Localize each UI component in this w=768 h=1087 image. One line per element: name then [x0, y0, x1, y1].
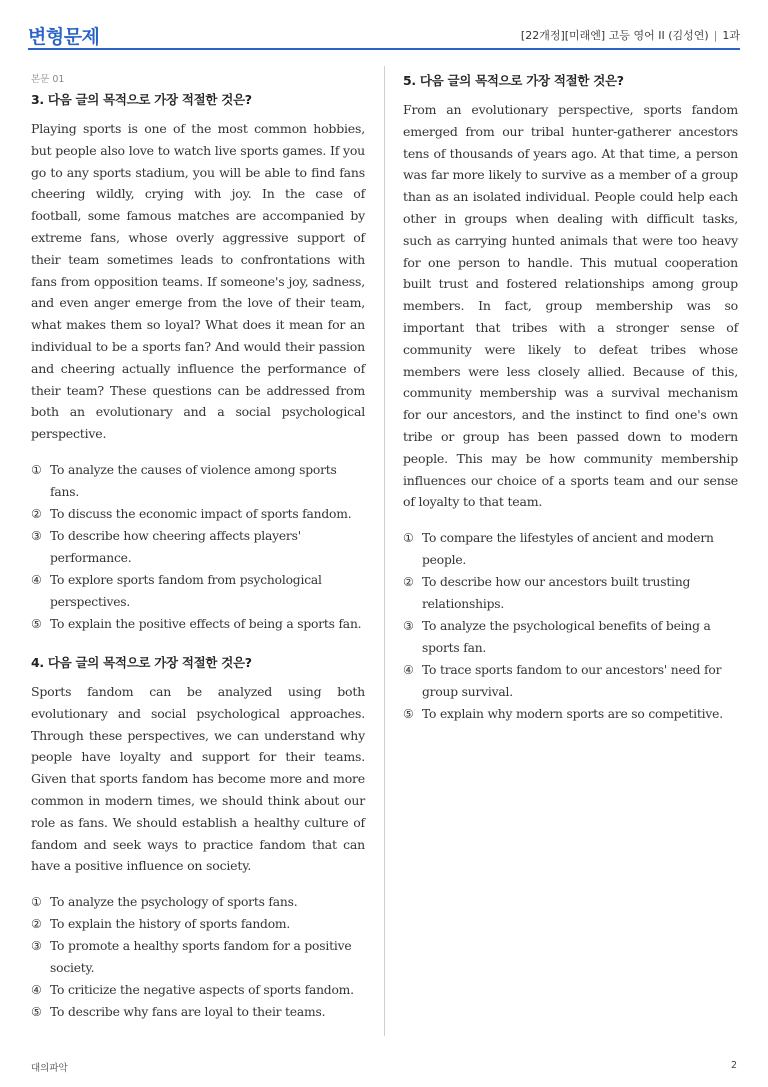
option-number: ②: [31, 917, 42, 932]
section-label: 본문 01: [31, 74, 65, 85]
page-header: [28, 18, 740, 50]
answer-option[interactable]: [31, 613, 365, 635]
question-passage: Sports fandom can be analyzed using both evolutionary and social psychological approaches. Through these perspectives, we can understand why people have loyalty and support for their teams. Given that sports fandom has become more and more common in modern times, we should think about our role as fans. We should establish a healthy culture of fandom and seek ways to practice fandom that can have a positive influence on society.: [31, 683, 365, 874]
option-number: ⑤: [31, 1005, 42, 1020]
option-text: To explore sports fandom from psychological perspectives.: [50, 572, 322, 609]
answer-options: [403, 527, 738, 725]
footer-publisher: 대의파악: [31, 1063, 68, 1074]
option-text: To analyze the causes of violence among sports fans.: [50, 462, 337, 499]
option-text: To analyze the psychology of sports fans.: [50, 895, 298, 910]
answer-option[interactable]: [31, 913, 365, 935]
option-number: ③: [31, 528, 42, 543]
option-text: To compare the lifestyles of ancient and modern people.: [422, 531, 714, 568]
option-number: ②: [403, 575, 414, 590]
answer-option[interactable]: [31, 891, 365, 913]
answer-option[interactable]: [31, 459, 365, 503]
question-title: 4. 다음 글의 목적으로 가장 적절한 것은?: [31, 654, 252, 670]
option-text: To discuss the economic impact of sports fandom.: [50, 506, 352, 521]
answer-options: [31, 459, 365, 635]
option-number: ②: [31, 506, 42, 521]
question-passage: From an evolutionary perspective, sports fandom emerged from our tribal hunter-gatherer ancestors tens of thousands of years ago. At that time, a person was far more likely to survive as a member of a group than as an isolated individual. People could help each other in groups when dealing with difficult tasks, such as carrying hunted animals that were too heavy for one person to handle. This mutual cooperation built trust and fostered relationships among group members. In fact, group membership was so important that tribes with a stronger sense of community were likely to defeat tribes whose members were less closely allied. Because of this, community membership was a survival mechanism for our ancestors, and the instinct to find one's own tribe or group has been passed down to modern people. This may be how community membership influences our choice of a sports team and our sense of loyalty to that team.: [403, 102, 738, 510]
answer-options: [31, 891, 365, 1023]
right-column: [403, 66, 738, 725]
answer-option[interactable]: [403, 527, 738, 571]
answer-option[interactable]: [31, 935, 365, 979]
course-info: [521, 27, 740, 43]
option-text: To criticize the negative aspects of sports fandom.: [50, 983, 354, 998]
option-text: To describe why fans are loyal to their teams.: [50, 1005, 326, 1020]
column-divider: [384, 66, 385, 1036]
question-5: [403, 71, 738, 725]
option-text: To trace sports fandom to our ancestors' need for group survival.: [422, 663, 722, 700]
question-4: [31, 653, 365, 1023]
option-number: ③: [403, 619, 414, 634]
question-passage: Playing sports is one of the most common hobbies, but people also love to watch live sports games. If you go to any sports stadium, you will be able to find fans cheering wildly, crying with joy. In the case of football, some famous matches are accompanied by extreme fans, whose overly aggressive support of their team sometimes leads to confrontations with fans from opposition teams. If someone's joy, sadness, and even anger emerge from the love of their team, what makes them so loyal? What does it mean for an individual to be a sports fan? And would their passion and cheering actually influence the performance of their team? These questions can be addressed from both an evolutionary and a social psychological perspective.: [31, 121, 365, 442]
answer-option[interactable]: [31, 503, 365, 525]
course-name: [22개정][미래엔] 고등 영어 II (김성연): [520, 29, 709, 42]
option-number: ①: [403, 531, 414, 546]
lesson-label: 1과: [722, 29, 740, 42]
answer-option[interactable]: [31, 569, 365, 613]
option-number: ⑤: [31, 616, 42, 631]
option-text: To explain why modern sports are so competitive.: [422, 707, 723, 722]
option-text: To explain the positive effects of being a sports fan.: [50, 616, 362, 631]
option-number: ④: [31, 572, 42, 587]
option-number: ①: [31, 895, 42, 910]
answer-option[interactable]: [403, 659, 738, 703]
question-title: 5. 다음 글의 목적으로 가장 적절한 것은?: [403, 73, 624, 88]
answer-option[interactable]: [403, 703, 738, 725]
answer-option[interactable]: [403, 615, 738, 659]
left-column: [31, 66, 365, 1023]
option-number: ④: [31, 983, 42, 998]
option-number: ④: [403, 663, 414, 678]
answer-option[interactable]: [31, 1001, 365, 1023]
option-text: To describe how our ancestors built trusting relationships.: [422, 575, 691, 612]
question-3: [31, 90, 365, 635]
answer-option[interactable]: [403, 571, 738, 615]
option-text: To explain the history of sports fandom.: [50, 917, 291, 932]
option-text: To promote a healthy sports fandom for a positive society.: [50, 939, 352, 976]
option-number: ①: [31, 462, 42, 477]
page-brand-title: 변형문제: [28, 26, 100, 48]
option-number: ⑤: [403, 707, 414, 722]
question-title: 3. 다음 글의 목적으로 가장 적절한 것은?: [31, 92, 252, 107]
option-number: ③: [31, 939, 42, 954]
separator: |: [713, 29, 718, 42]
option-text: To describe how cheering affects players' performance.: [50, 528, 301, 565]
answer-option[interactable]: [31, 525, 365, 569]
answer-option[interactable]: [31, 979, 365, 1001]
option-text: To analyze the psychological benefits of being a sports fan.: [422, 619, 711, 656]
page-number: 2: [730, 1060, 737, 1071]
spacer: [31, 635, 365, 653]
